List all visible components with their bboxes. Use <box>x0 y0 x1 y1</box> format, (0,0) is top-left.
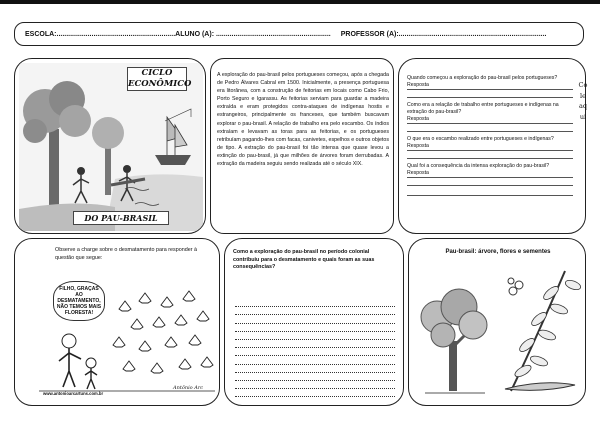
answer-lines[interactable] <box>235 299 395 397</box>
cartoon-signature: Antônio Arc <box>173 385 204 391</box>
question-list <box>407 75 573 200</box>
charge-instruction: Observe a charge sobre o desmatamento para responder à questão que segue: <box>55 247 198 261</box>
answer-line[interactable] <box>407 92 573 98</box>
question-1: Quando começou a exploração do pau-brasil pelos portugueses? <box>407 75 558 81</box>
question-2: Como era a relação de trabalho entre portugueses e indígenas na extração do pau-brasil? <box>407 102 559 115</box>
cycle-caption: DO PAU-BRASIL <box>73 211 169 225</box>
aluno-field[interactable]: ALUNO (A): ........................................................... <box>175 30 331 38</box>
header-bar <box>14 22 584 46</box>
professor-field[interactable]: PROFESSOR (A):............................................................................ <box>340 30 547 38</box>
cartoon-credit: www.antonioarcartuns.com.br <box>43 391 104 396</box>
speech-bubble: FILHO, GRAÇAS AO DESMATAMENTO, NÃO TEMOS MAIS FLORESTA! <box>53 281 105 321</box>
answer-4[interactable]: Resposta <box>407 170 573 178</box>
tree-panel <box>408 238 586 406</box>
answer-3[interactable]: Resposta <box>407 143 573 151</box>
cycle-illustration-panel <box>14 58 206 234</box>
answer-line[interactable] <box>407 153 573 159</box>
question-4: Qual foi a consequência da intensa exploração do pau-brasil? <box>407 163 550 169</box>
answer-2[interactable]: Resposta <box>407 116 573 124</box>
tree-illustration <box>415 261 583 401</box>
escola-field[interactable]: ESCOLA:............................................................. <box>25 30 176 38</box>
cole-aqui-label: Cole aqui <box>578 81 588 121</box>
history-text: A exploração do pau-brasil pelos portugueses começou, após a chegada de Pedro Álvares Cabral em 1500. Inicialmente, a presença portuguesa era litorânea, com a construção de feitorias em locais como Cabo Frio, Porto Seguro e Igarassu. As feitorias serviam para guardar a madeira extraída e eram protegidos contra-ataques de indígenas hostis e estrangeiros, principalmente os franceses, que também buscavam explorar o pau-brasil. A relação de trabalho era pelo escambo. Os índios extraíam e levavam as toras para as feitorias, e os portugueses retribuíam pagando-lhes com facas, canivetes, espelhos e outros objetos de tipo. A extração do pau-brasil foi tão intensa que quase levou a extinção do pau-brasil, já que milhões de árvores foram derrubadas. A extração da madeira seguiu sendo realizada até o século XIX. <box>217 72 389 168</box>
charge-panel <box>14 238 220 406</box>
top-border <box>0 0 600 4</box>
answer-1[interactable]: Resposta <box>407 82 573 90</box>
text-panel <box>210 58 394 234</box>
questions-panel <box>398 58 586 234</box>
answer-line[interactable] <box>407 190 573 196</box>
answer-line[interactable] <box>407 126 573 132</box>
question-3: O que era o escambo realizado entre portugueses e indígenas? <box>407 136 554 142</box>
cycle-title: CICLO ECONÔMICO <box>128 68 192 89</box>
deforestation-question: Como a exploração do pau-brasil no período colonial contribuiu para o desmatamento e quais foram as suas consequências? <box>233 249 375 271</box>
answer-line[interactable] <box>407 180 573 186</box>
tree-title: Pau-brasil: árvore, flores e sementes <box>445 249 551 255</box>
question-deforestation-panel <box>224 238 404 406</box>
